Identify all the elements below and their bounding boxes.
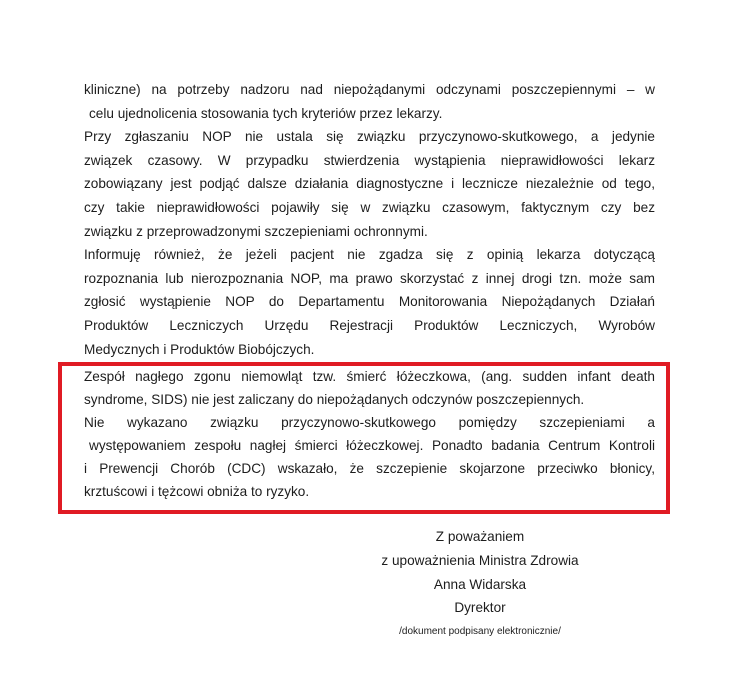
signature-closing: Z poważaniem	[435, 529, 525, 544]
signature-electronic-note: /dokument podpisany elektronicznie/	[399, 626, 561, 638]
paragraph	[84, 411, 655, 503]
text-line: Informuję również, że jeżeli pacjent nie zgadza się z opinią lekarza dotyczącą	[84, 247, 655, 263]
text-line: kliniczne) na potrzeby nadzoru nad niepożądanymi odczynami poszczepiennymi – w	[84, 82, 655, 97]
text-line: celu ujednolicenia stosowania tych kryteriów przez lekarzy.	[89, 105, 443, 121]
highlighted-text	[84, 365, 655, 503]
text-line: Przy zgłaszaniu NOP nie ustala się związku przyczynowo-skutkowego, a jedynie	[84, 129, 655, 145]
paragraph	[84, 125, 655, 243]
paragraph	[84, 365, 655, 411]
text-line: zgłosić wystąpienie NOP do Departamentu Monitorowania Niepożądanych Działań	[84, 294, 655, 310]
text-line: Nie wykazano związku przyczynowo-skutkowego pomiędzy szczepieniami a	[84, 415, 655, 430]
paragraph	[84, 78, 655, 125]
text-line: syndrome, SIDS) nie jest zaliczany do niepożądanych odczynów poszczepiennych.	[84, 392, 585, 407]
text-line: Medycznych i Produktów Biobójczych.	[84, 341, 315, 357]
signature-authority: z upoważnienia Ministra Zdrowia	[381, 552, 579, 568]
signature-name: Anna Widarska	[433, 576, 527, 592]
body-text	[84, 78, 655, 361]
text-line: związek czasowy. W przypadku stwierdzenia wystąpienia nieprawidłowości lekarz	[84, 152, 655, 168]
text-line: rozpoznania lub nierozpoznania NOP, ma prawo skorzystać z innej drogi tzn. może sam	[84, 270, 655, 286]
text-line: zobowiązany jest podjąć dalsze działania diagnostyczne i lecznicze niezależnie od tego,	[84, 176, 655, 192]
text-line: krztuścowi i tężcowi obniża to ryzyko.	[84, 484, 310, 499]
text-line: czy takie nieprawidłowości pojawiły się w związku czasowym, faktycznym czy bez	[84, 199, 655, 215]
text-line: i Prewencji Chorób (CDC) wskazało, że szczepienie skojarzone przeciwko błonicy,	[84, 461, 655, 476]
text-line: Produktów Leczniczych Urzędu Rejestracji Produktów Leczniczych, Wyrobów	[84, 317, 655, 333]
text-line: związku z przeprowadzonymi szczepieniami ochronnymi.	[84, 223, 428, 239]
text-line: występowaniem zespołu nagłej śmierci łóżeczkowej. Ponadto badania Centrum Kontroli	[89, 438, 655, 453]
paragraph	[84, 243, 655, 361]
signature-block	[304, 525, 656, 644]
text-line: Zespół nagłego zgonu niemowląt tzw. śmierć łóżeczkowa, (ang. sudden infant death	[84, 369, 655, 384]
signature-title: Dyrektor	[454, 600, 506, 616]
